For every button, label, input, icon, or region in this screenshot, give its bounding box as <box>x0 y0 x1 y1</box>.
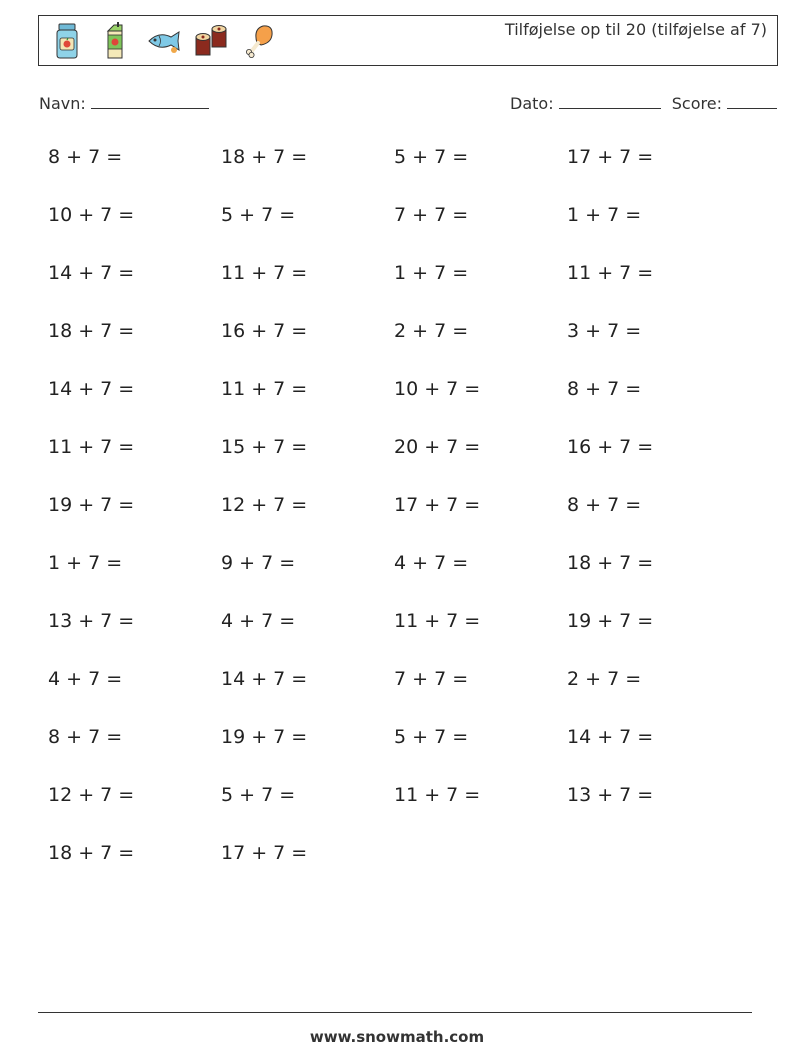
problem-item: 16 + 7 = <box>567 436 654 458</box>
problem-item: 14 + 7 = <box>567 726 654 748</box>
problem-item: 11 + 7 = <box>394 784 481 806</box>
problem-item: 3 + 7 = <box>567 320 642 342</box>
problem-item: 17 + 7 = <box>221 842 308 864</box>
problem-item: 14 + 7 = <box>48 378 135 400</box>
problem-item: 10 + 7 = <box>394 378 481 400</box>
juice-carton-icon <box>95 21 135 61</box>
problem-item: 4 + 7 = <box>394 552 469 574</box>
problem-item: 5 + 7 = <box>221 784 296 806</box>
problem-item: 5 + 7 = <box>394 726 469 748</box>
problem-item: 8 + 7 = <box>48 146 123 168</box>
problem-row <box>48 320 748 378</box>
problem-item: 11 + 7 = <box>394 610 481 632</box>
problem-item: 17 + 7 = <box>394 494 481 516</box>
problem-row <box>48 146 748 204</box>
problem-item: 13 + 7 = <box>48 610 135 632</box>
footer-url: www.snowmath.com <box>309 1028 485 1046</box>
problem-item: 11 + 7 = <box>221 378 308 400</box>
date-score-fields <box>510 94 777 113</box>
problem-item: 17 + 7 = <box>567 146 654 168</box>
problem-item: 18 + 7 = <box>48 320 135 342</box>
problem-grid <box>48 146 748 900</box>
problem-item: 2 + 7 = <box>567 668 642 690</box>
problem-item: 19 + 7 = <box>567 610 654 632</box>
problem-item: 11 + 7 = <box>221 262 308 284</box>
problem-item: 7 + 7 = <box>394 204 469 226</box>
problem-item: 5 + 7 = <box>221 204 296 226</box>
problem-item: 12 + 7 = <box>48 784 135 806</box>
problem-item: 11 + 7 = <box>48 436 135 458</box>
date-label: Dato: <box>510 94 554 113</box>
problem-row <box>48 784 748 842</box>
problem-item: 16 + 7 = <box>221 320 308 342</box>
problem-row <box>48 668 748 726</box>
header-box <box>38 15 778 66</box>
problem-item: 18 + 7 = <box>221 146 308 168</box>
problem-item: 8 + 7 = <box>567 378 642 400</box>
problem-item: 4 + 7 = <box>48 668 123 690</box>
problem-item: 1 + 7 = <box>567 204 642 226</box>
worksheet-title: Tilføjelse op til 20 (tilføjelse af 7) <box>504 20 767 39</box>
problem-item: 1 + 7 = <box>394 262 469 284</box>
problem-item: 8 + 7 = <box>567 494 642 516</box>
problem-item: 19 + 7 = <box>221 726 308 748</box>
problem-item: 19 + 7 = <box>48 494 135 516</box>
fish-icon <box>143 21 183 61</box>
problem-row <box>48 378 748 436</box>
problem-row <box>48 726 748 784</box>
jam-jar-icon <box>47 21 87 61</box>
problem-item: 1 + 7 = <box>48 552 123 574</box>
problem-item: 12 + 7 = <box>221 494 308 516</box>
problem-row <box>48 552 748 610</box>
date-line[interactable] <box>559 94 661 109</box>
name-label: Navn: <box>39 94 86 113</box>
problem-item: 2 + 7 = <box>394 320 469 342</box>
name-line[interactable] <box>91 94 209 109</box>
problem-item: 18 + 7 = <box>567 552 654 574</box>
score-line[interactable] <box>727 94 777 109</box>
problem-item: 15 + 7 = <box>221 436 308 458</box>
score-label: Score: <box>671 94 722 113</box>
problem-row <box>48 262 748 320</box>
problem-item: 20 + 7 = <box>394 436 481 458</box>
problem-row <box>48 842 748 900</box>
footer-divider <box>38 1012 752 1013</box>
problem-item: 7 + 7 = <box>394 668 469 690</box>
problem-item: 10 + 7 = <box>48 204 135 226</box>
problem-item: 4 + 7 = <box>221 610 296 632</box>
problem-item: 18 + 7 = <box>48 842 135 864</box>
problem-item: 9 + 7 = <box>221 552 296 574</box>
problem-row <box>48 436 748 494</box>
problem-item: 11 + 7 = <box>567 262 654 284</box>
chicken-leg-icon <box>239 21 279 61</box>
problem-item: 14 + 7 = <box>48 262 135 284</box>
problem-row <box>48 610 748 668</box>
problem-item: 8 + 7 = <box>48 726 123 748</box>
name-field <box>39 94 209 113</box>
problem-row <box>48 494 748 552</box>
problem-item: 14 + 7 = <box>221 668 308 690</box>
icon-strip <box>47 21 287 61</box>
problem-item: 13 + 7 = <box>567 784 654 806</box>
problem-item: 5 + 7 = <box>394 146 469 168</box>
log-roll-icon <box>191 21 231 61</box>
problem-row <box>48 204 748 262</box>
